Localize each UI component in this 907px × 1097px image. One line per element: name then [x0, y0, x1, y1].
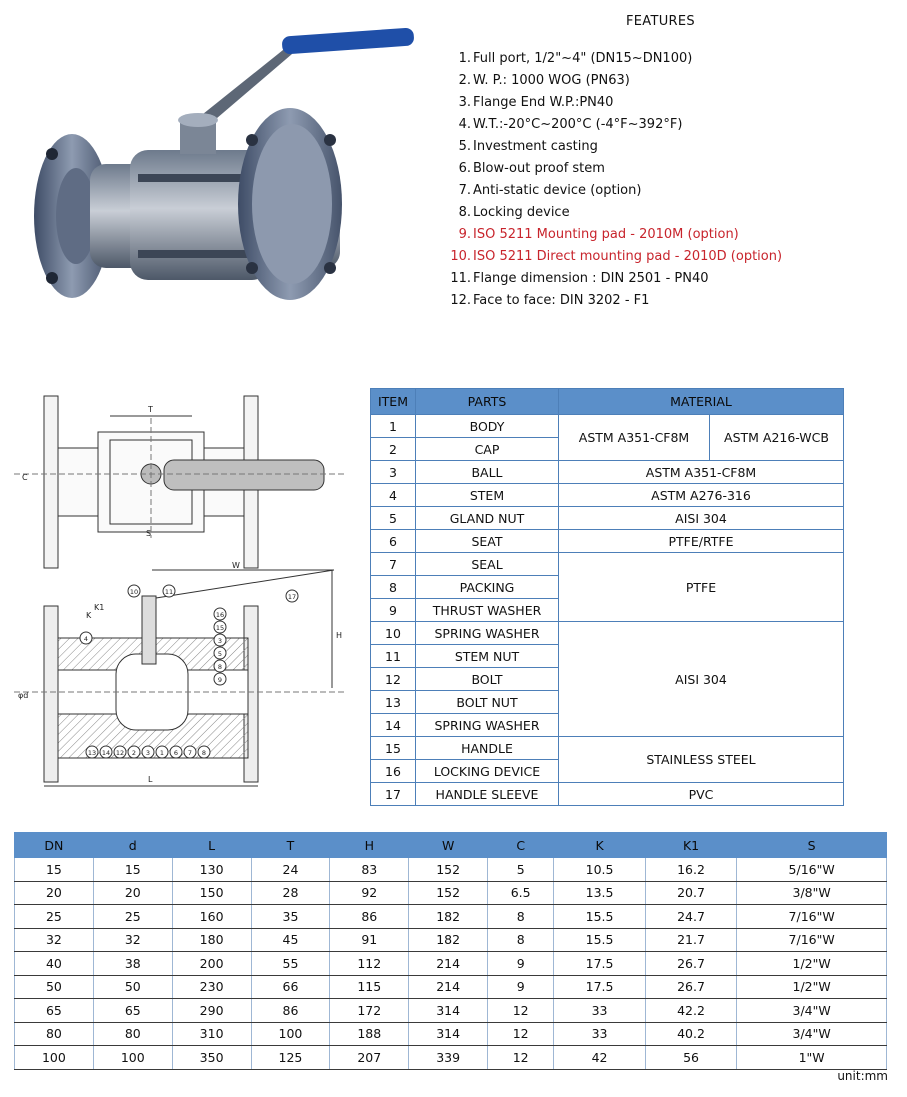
- dim-cell: 152: [409, 881, 488, 905]
- dim-header-cell: L: [172, 833, 251, 858]
- dim-cell: 45: [251, 928, 330, 952]
- dim-cell: 182: [409, 905, 488, 929]
- dim-cell: 200: [172, 952, 251, 976]
- dim-cell: 9: [488, 975, 554, 999]
- dim-cell: 65: [93, 999, 172, 1023]
- svg-text:1: 1: [159, 749, 165, 757]
- dim-cell: 16.2: [645, 858, 736, 882]
- dim-header-cell: W: [409, 833, 488, 858]
- dimensions-row: [15, 1022, 887, 1046]
- dim-header-cell: K: [554, 833, 645, 858]
- dim-cell: 3/4"W: [737, 1022, 887, 1046]
- dim-cell: 125: [251, 1046, 330, 1070]
- item-number: 4: [371, 484, 416, 507]
- item-number: 6: [371, 530, 416, 553]
- dim-cell: 9: [488, 952, 554, 976]
- callout-circle: [128, 746, 140, 758]
- dim-cell: 80: [15, 1022, 94, 1046]
- feature-item: [440, 136, 782, 158]
- item-number: 17: [371, 783, 416, 806]
- callout-circle: [114, 746, 126, 758]
- feature-text: W.T.:-20°C~200°C (-4°F~392°F): [473, 117, 683, 132]
- feature-text: Flange dimension : DIN 2501 - PN40: [473, 271, 709, 286]
- item-number: 9: [371, 599, 416, 622]
- svg-text:5: 5: [217, 650, 223, 658]
- parts-row: [371, 415, 844, 438]
- dim-cell: 65: [15, 999, 94, 1023]
- dim-cell: 33: [554, 999, 645, 1023]
- parts-header-row: [371, 389, 844, 415]
- dim-cell: 172: [330, 999, 409, 1023]
- svg-text:14: 14: [101, 749, 111, 757]
- feature-item: [440, 92, 782, 114]
- parts-row: [371, 507, 844, 530]
- svg-text:3: 3: [217, 637, 223, 645]
- feature-text: Investment casting: [473, 139, 598, 154]
- dim-cell: 40.2: [645, 1022, 736, 1046]
- dimensions-row: [15, 881, 887, 905]
- part-name: BOLT NUT: [416, 691, 559, 714]
- item-number: 2: [371, 438, 416, 461]
- svg-text:12: 12: [115, 749, 125, 757]
- item-number: 5: [371, 507, 416, 530]
- dim-cell: 35: [251, 905, 330, 929]
- dim-cell: 55: [251, 952, 330, 976]
- dim-cell: 8: [488, 928, 554, 952]
- dim-cell: 83: [330, 858, 409, 882]
- dim-cell: 130: [172, 858, 251, 882]
- svg-text:4: 4: [83, 635, 89, 643]
- dim-cell: 26.7: [645, 952, 736, 976]
- feature-number: 8.: [458, 205, 471, 220]
- dim-cell: 1"W: [737, 1046, 887, 1070]
- svg-text:11: 11: [164, 588, 174, 596]
- dim-cell: 25: [15, 905, 94, 929]
- material-cell: ASTM A351-CF8M: [559, 461, 844, 484]
- item-number: 7: [371, 553, 416, 576]
- material-cell: AISI 304: [559, 507, 844, 530]
- dim-cell: 310: [172, 1022, 251, 1046]
- part-name: SEAT: [416, 530, 559, 553]
- dimensions-row: [15, 858, 887, 882]
- dim-cell: 91: [330, 928, 409, 952]
- material-cell: PTFE/RTFE: [559, 530, 844, 553]
- features-list: [440, 48, 782, 312]
- parts-row: [371, 461, 844, 484]
- dim-cell: 28: [251, 881, 330, 905]
- item-number: 13: [371, 691, 416, 714]
- dim-cell: 50: [15, 975, 94, 999]
- dim-cell: 5: [488, 858, 554, 882]
- feature-text: ISO 5211 Direct mounting pad - 2010D (option): [473, 249, 783, 264]
- dimensions-row: [15, 952, 887, 976]
- dim-label-w: W: [232, 561, 240, 570]
- dim-cell: 50: [93, 975, 172, 999]
- part-name: HANDLE SLEEVE: [416, 783, 559, 806]
- dim-cell: 15: [93, 858, 172, 882]
- material-cell: ASTM A216-WCB: [710, 415, 844, 461]
- top-view: [14, 396, 344, 568]
- feature-number: 11.: [450, 271, 471, 286]
- callout-circle: [80, 632, 92, 644]
- dim-cell: 7/16"W: [737, 928, 887, 952]
- feature-number: 4.: [458, 117, 471, 132]
- callout-circle: [214, 608, 226, 620]
- dim-header-cell: H: [330, 833, 409, 858]
- feature-text: Anti-static device (option): [473, 183, 642, 198]
- dim-cell: 339: [409, 1046, 488, 1070]
- item-number: 1: [371, 415, 416, 438]
- dimensions-row: [15, 1046, 887, 1070]
- dim-cell: 100: [15, 1046, 94, 1070]
- unit-note: unit:mm: [837, 1069, 888, 1083]
- header-material: MATERIAL: [559, 389, 844, 415]
- part-name: SPRING WASHER: [416, 714, 559, 737]
- material-cell: ASTM A276-316: [559, 484, 844, 507]
- dim-cell: 15.5: [554, 905, 645, 929]
- dim-cell: 3/4"W: [737, 999, 887, 1023]
- dim-cell: 32: [15, 928, 94, 952]
- dim-cell: 24: [251, 858, 330, 882]
- feature-item: [440, 202, 782, 224]
- dim-header-cell: T: [251, 833, 330, 858]
- dim-cell: 290: [172, 999, 251, 1023]
- dimensions-row: [15, 999, 887, 1023]
- item-number: 3: [371, 461, 416, 484]
- material-cell: PVC: [559, 783, 844, 806]
- item-number: 16: [371, 760, 416, 783]
- feature-item: [440, 290, 782, 312]
- feature-item: [440, 114, 782, 136]
- dim-cell: 38: [93, 952, 172, 976]
- dim-cell: 25: [93, 905, 172, 929]
- dim-cell: 314: [409, 1022, 488, 1046]
- dimensions-row: [15, 928, 887, 952]
- part-name: PACKING: [416, 576, 559, 599]
- svg-text:2: 2: [131, 749, 137, 757]
- parts-row: [371, 783, 844, 806]
- dim-label-t: T: [148, 405, 153, 414]
- material-cell: STAINLESS STEEL: [559, 737, 844, 783]
- material-cell: ASTM A351-CF8M: [559, 415, 710, 461]
- valve-photo: [30, 24, 420, 314]
- feature-item: [440, 70, 782, 92]
- svg-text:3: 3: [145, 749, 151, 757]
- svg-text:8: 8: [201, 749, 207, 757]
- part-name: HANDLE: [416, 737, 559, 760]
- dim-cell: 92: [330, 881, 409, 905]
- dim-cell: 33: [554, 1022, 645, 1046]
- features-title: FEATURES: [626, 14, 695, 29]
- feature-number: 9.: [458, 227, 471, 242]
- feature-item: [440, 48, 782, 70]
- callout-circle: [170, 746, 182, 758]
- dim-cell: 20: [15, 881, 94, 905]
- dim-cell: 15.5: [554, 928, 645, 952]
- parts-row: [371, 737, 844, 760]
- dim-cell: 10.5: [554, 858, 645, 882]
- item-number: 14: [371, 714, 416, 737]
- feature-number: 6.: [458, 161, 471, 176]
- dim-label-k1: K1: [94, 603, 105, 612]
- svg-text:13: 13: [87, 749, 97, 757]
- part-name: LOCKING DEVICE: [416, 760, 559, 783]
- feature-text: Full port, 1/2"~4" (DN15~DN100): [473, 51, 693, 66]
- dim-cell: 207: [330, 1046, 409, 1070]
- parts-row: [371, 553, 844, 576]
- dim-cell: 115: [330, 975, 409, 999]
- material-cell: PTFE: [559, 553, 844, 622]
- callout-circle: [214, 673, 226, 685]
- item-number: 12: [371, 668, 416, 691]
- svg-text:16: 16: [215, 611, 225, 619]
- feature-number: 5.: [458, 139, 471, 154]
- dim-header-cell: C: [488, 833, 554, 858]
- feature-item: [440, 268, 782, 290]
- feature-text: Locking device: [473, 205, 570, 220]
- part-name: SEAL: [416, 553, 559, 576]
- callout-circle: [86, 746, 98, 758]
- dim-cell: 86: [330, 905, 409, 929]
- part-name: SPRING WASHER: [416, 622, 559, 645]
- dim-cell: 42: [554, 1046, 645, 1070]
- svg-text:15: 15: [215, 624, 225, 632]
- dim-cell: 21.7: [645, 928, 736, 952]
- part-name: BODY: [416, 415, 559, 438]
- item-number: 8: [371, 576, 416, 599]
- feature-number: 1.: [458, 51, 471, 66]
- callout-circle: [128, 585, 140, 597]
- dim-cell: 40: [15, 952, 94, 976]
- dim-cell: 214: [409, 952, 488, 976]
- dim-header-cell: S: [737, 833, 887, 858]
- callout-circle: [198, 746, 210, 758]
- dim-cell: 152: [409, 858, 488, 882]
- item-number: 10: [371, 622, 416, 645]
- dim-cell: 8: [488, 905, 554, 929]
- dimensions-table: [14, 832, 887, 1070]
- dim-cell: 182: [409, 928, 488, 952]
- dimensions-header-row: [15, 833, 887, 858]
- dim-cell: 214: [409, 975, 488, 999]
- dim-label-l: L: [148, 775, 153, 784]
- dim-cell: 12: [488, 999, 554, 1023]
- dim-cell: 150: [172, 881, 251, 905]
- svg-text:10: 10: [129, 588, 139, 596]
- dim-label-s: S: [146, 529, 152, 538]
- feature-number: 2.: [458, 73, 471, 88]
- dim-cell: 314: [409, 999, 488, 1023]
- dim-cell: 112: [330, 952, 409, 976]
- feature-number: 12.: [450, 293, 471, 308]
- item-number: 15: [371, 737, 416, 760]
- dim-cell: 56: [645, 1046, 736, 1070]
- part-name: CAP: [416, 438, 559, 461]
- feature-text: Face to face: DIN 3202 - F1: [473, 293, 650, 308]
- dim-cell: 7/16"W: [737, 905, 887, 929]
- callout-circle: [286, 590, 298, 602]
- parts-table: [370, 388, 844, 806]
- feature-text: W. P.: 1000 WOG (PN63): [473, 73, 630, 88]
- callout-circle: [214, 634, 226, 646]
- material-cell: AISI 304: [559, 622, 844, 737]
- dim-cell: 180: [172, 928, 251, 952]
- dim-header-cell: d: [93, 833, 172, 858]
- callout-circle: [156, 746, 168, 758]
- svg-text:7: 7: [187, 749, 193, 757]
- dim-cell: 80: [93, 1022, 172, 1046]
- valve-drawing: [14, 388, 364, 798]
- dim-cell: 100: [93, 1046, 172, 1070]
- dim-cell: 20.7: [645, 881, 736, 905]
- dim-cell: 13.5: [554, 881, 645, 905]
- parts-row: [371, 484, 844, 507]
- dim-header-cell: DN: [15, 833, 94, 858]
- part-name: GLAND NUT: [416, 507, 559, 530]
- part-name: THRUST WASHER: [416, 599, 559, 622]
- feature-item: [440, 246, 782, 268]
- svg-text:6: 6: [173, 749, 179, 757]
- dimensions-row: [15, 975, 887, 999]
- dimensions-row: [15, 905, 887, 929]
- feature-text: Blow-out proof stem: [473, 161, 605, 176]
- svg-text:17: 17: [287, 593, 297, 601]
- feature-number: 7.: [458, 183, 471, 198]
- svg-text:9: 9: [217, 676, 223, 684]
- dim-cell: 24.7: [645, 905, 736, 929]
- dim-cell: 12: [488, 1022, 554, 1046]
- dim-cell: 188: [330, 1022, 409, 1046]
- dim-cell: 1/2"W: [737, 952, 887, 976]
- callout-circle: [142, 746, 154, 758]
- feature-item: [440, 180, 782, 202]
- callout-circle: [163, 585, 175, 597]
- header-item: ITEM: [371, 389, 416, 415]
- dim-cell: 17.5: [554, 975, 645, 999]
- feature-text: ISO 5211 Mounting pad - 2010M (option): [473, 227, 739, 242]
- parts-row: [371, 622, 844, 645]
- feature-number: 10.: [450, 249, 471, 264]
- dim-label-h: H: [336, 631, 343, 640]
- dim-label-c: C: [22, 473, 28, 482]
- dim-cell: 160: [172, 905, 251, 929]
- dim-label-k: K: [86, 611, 92, 620]
- feature-number: 3.: [458, 95, 471, 110]
- dim-cell: 32: [93, 928, 172, 952]
- svg-text:8: 8: [217, 663, 223, 671]
- dim-cell: 26.7: [645, 975, 736, 999]
- dim-cell: 42.2: [645, 999, 736, 1023]
- parts-row: [371, 530, 844, 553]
- callout-circle: [214, 647, 226, 659]
- dim-cell: 5/16"W: [737, 858, 887, 882]
- dim-cell: 230: [172, 975, 251, 999]
- callout-circle: [100, 746, 112, 758]
- dim-cell: 350: [172, 1046, 251, 1070]
- part-name: BOLT: [416, 668, 559, 691]
- dim-cell: 86: [251, 999, 330, 1023]
- callout-circle: [184, 746, 196, 758]
- dim-cell: 17.5: [554, 952, 645, 976]
- feature-item: [440, 224, 782, 246]
- header-parts: PARTS: [416, 389, 559, 415]
- dim-cell: 3/8"W: [737, 881, 887, 905]
- dim-cell: 6.5: [488, 881, 554, 905]
- dim-cell: 20: [93, 881, 172, 905]
- feature-text: Flange End W.P.:PN40: [473, 95, 614, 110]
- dim-cell: 12: [488, 1046, 554, 1070]
- dim-label-d: φd: [18, 691, 29, 700]
- dim-cell: 1/2"W: [737, 975, 887, 999]
- part-name: BALL: [416, 461, 559, 484]
- part-name: STEM: [416, 484, 559, 507]
- callout-circle: [214, 621, 226, 633]
- dim-header-cell: K1: [645, 833, 736, 858]
- dim-cell: 66: [251, 975, 330, 999]
- dim-cell: 100: [251, 1022, 330, 1046]
- dim-cell: 15: [15, 858, 94, 882]
- part-name: STEM NUT: [416, 645, 559, 668]
- item-number: 11: [371, 645, 416, 668]
- feature-item: [440, 158, 782, 180]
- callout-circle: [214, 660, 226, 672]
